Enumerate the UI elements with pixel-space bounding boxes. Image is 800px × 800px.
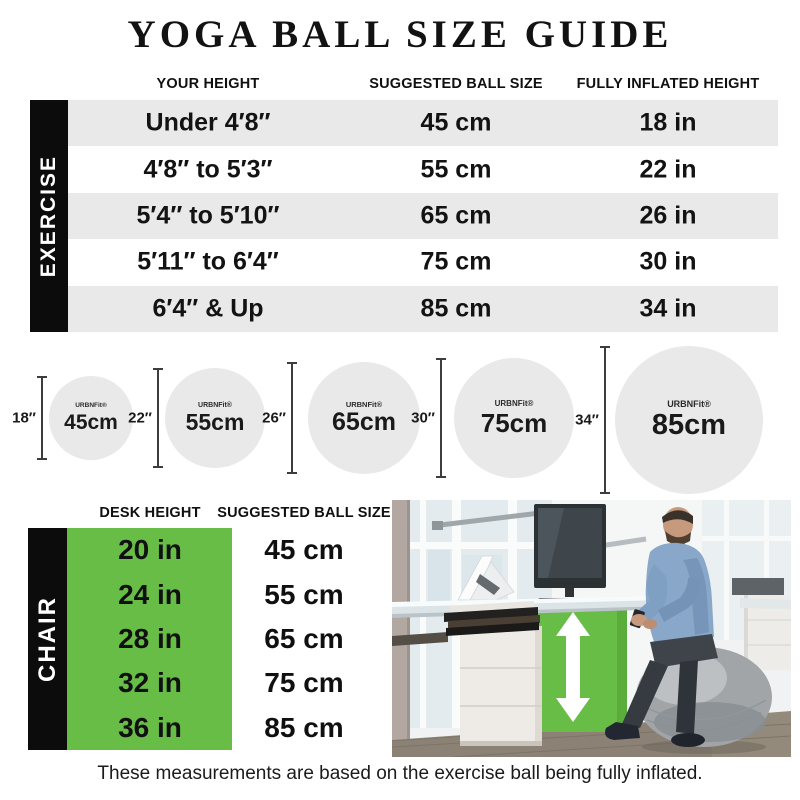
chair-column-desk-height: DESK HEIGHT bbox=[99, 505, 201, 521]
ball-size-label: 75cm bbox=[480, 408, 548, 438]
ball-size-value: 45 cm bbox=[420, 108, 492, 137]
ball-size-value: 55 cm bbox=[264, 578, 344, 610]
ball-size-value: 85 cm bbox=[420, 294, 492, 323]
measure-line bbox=[157, 368, 159, 468]
measure-label: 22″ bbox=[128, 409, 152, 427]
table-row bbox=[68, 286, 778, 332]
table-row bbox=[67, 617, 397, 661]
brand-logo: URBNFit® bbox=[345, 399, 383, 409]
ball-size-value: 65 cm bbox=[264, 622, 344, 654]
ball-75cm bbox=[454, 358, 574, 478]
exercise-section-bar bbox=[30, 100, 68, 332]
ball-size-value: 75 cm bbox=[264, 667, 344, 699]
chair-section-label: CHAIR bbox=[33, 596, 61, 682]
desk-height-value: 28 in bbox=[118, 622, 182, 654]
table-row bbox=[68, 193, 778, 239]
ball-size-value: 45 cm bbox=[264, 534, 344, 566]
ball-size-label: 45cm bbox=[64, 410, 118, 434]
measure-label: 18″ bbox=[12, 409, 36, 427]
book-stack bbox=[444, 601, 540, 636]
brand-logo: URBNFit® bbox=[667, 399, 711, 409]
measure-line bbox=[604, 346, 606, 494]
table-row bbox=[68, 146, 778, 192]
brand-logo: URBNFit® bbox=[198, 402, 232, 409]
your-height-value: 4′8″ to 5′3″ bbox=[143, 155, 273, 184]
ball-85cm bbox=[615, 346, 763, 494]
ball-65cm bbox=[308, 362, 420, 474]
exercise-section-label: EXERCISE bbox=[37, 154, 60, 278]
ball-size-value: 75 cm bbox=[420, 247, 492, 276]
inflated-height-value: 26 in bbox=[639, 201, 697, 230]
measure-line bbox=[291, 362, 293, 474]
exercise-column-fully-inflated-height: FULLY INFLATED HEIGHT bbox=[576, 76, 760, 92]
ball-45cm bbox=[49, 376, 133, 460]
chair-table bbox=[67, 528, 397, 750]
your-height-value: 5′11″ to 6′4″ bbox=[137, 247, 279, 276]
exercise-table bbox=[68, 100, 778, 332]
shelf-unit bbox=[732, 578, 784, 595]
table-row bbox=[68, 239, 778, 285]
measure-line bbox=[440, 358, 442, 478]
table-row bbox=[67, 572, 397, 616]
your-height-value: 6′4″ & Up bbox=[152, 294, 264, 323]
footnote: These measurements are based on the exercise ball being fully inflated. bbox=[97, 763, 703, 784]
inflated-height-value: 22 in bbox=[639, 155, 697, 184]
desk-height-value: 24 in bbox=[118, 578, 182, 610]
table-row bbox=[67, 661, 397, 705]
ball-size-label: 65cm bbox=[332, 408, 396, 437]
your-height-value: Under 4′8″ bbox=[145, 108, 271, 137]
desk-height-value: 36 in bbox=[118, 711, 182, 743]
table-row bbox=[68, 100, 778, 146]
desk-height-value: 20 in bbox=[118, 534, 182, 566]
exercise-column-suggested-ball-size: SUGGESTED BALL SIZE bbox=[369, 76, 543, 92]
drawer-unit bbox=[460, 626, 542, 746]
inflated-height-value: 18 in bbox=[639, 108, 697, 137]
office-photo bbox=[392, 500, 791, 757]
your-height-value: 5′4″ to 5′10″ bbox=[136, 201, 280, 230]
measure-line bbox=[41, 376, 43, 460]
inflated-height-value: 30 in bbox=[639, 247, 697, 276]
table-row bbox=[67, 706, 397, 750]
measure-label: 34″ bbox=[575, 411, 599, 429]
table-row bbox=[67, 528, 397, 572]
measure-label: 30″ bbox=[411, 409, 435, 427]
inflated-height-value: 34 in bbox=[639, 294, 697, 323]
chair-column-suggested-ball-size: SUGGESTED BALL SIZE bbox=[217, 505, 391, 521]
exercise-column-your-height: YOUR HEIGHT bbox=[156, 76, 260, 92]
ball-size-label: 85cm bbox=[651, 409, 727, 441]
brand-logo: URBNFit® bbox=[494, 399, 534, 408]
ball-55cm bbox=[165, 368, 265, 468]
measure-label: 26″ bbox=[262, 409, 286, 427]
brand-logo: URBNFit® bbox=[75, 402, 107, 410]
ball-size-value: 55 cm bbox=[420, 155, 492, 184]
monitor bbox=[534, 504, 606, 597]
desk-height-value: 32 in bbox=[118, 667, 182, 699]
page-title: YOGA BALL SIZE GUIDE bbox=[127, 13, 673, 56]
ball-size-label: 55cm bbox=[185, 409, 245, 435]
chair-section-bar bbox=[28, 528, 67, 750]
ball-size-value: 85 cm bbox=[264, 711, 344, 743]
ball-size-value: 65 cm bbox=[420, 201, 492, 230]
